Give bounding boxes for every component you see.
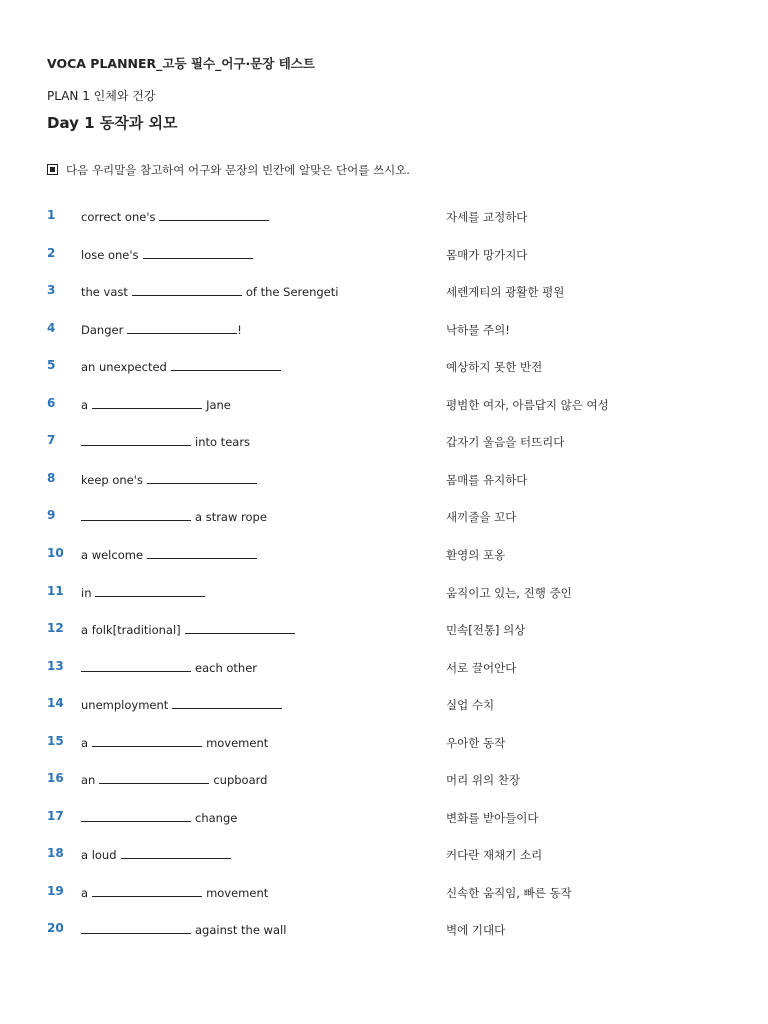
question-number: 6: [47, 395, 56, 410]
english-phrase: [81, 472, 257, 487]
question-row: [0, 358, 768, 378]
korean-meaning: 머리 위의 찬장: [446, 773, 520, 788]
question-row: [0, 921, 768, 941]
document-title: VOCA PLANNER_고등 필수_어구·문장 테스트: [47, 56, 315, 71]
english-phrase: [81, 322, 242, 337]
answer-blank[interactable]: [147, 547, 257, 559]
answer-blank[interactable]: [92, 885, 202, 897]
answer-blank[interactable]: [127, 322, 237, 334]
question-row: [0, 584, 768, 604]
phrase-prefix: a: [81, 397, 89, 412]
korean-meaning: 서로 끌어안다: [446, 660, 517, 675]
phrase-suffix: movement: [206, 885, 269, 900]
english-phrase: [81, 585, 205, 600]
phrase-suffix: each other: [195, 660, 258, 675]
answer-blank[interactable]: [121, 847, 231, 859]
phrase-prefix: a loud: [81, 848, 117, 863]
instruction-line: [47, 162, 410, 178]
answer-blank[interactable]: [171, 359, 281, 371]
korean-meaning: 낙하물 주의!: [446, 322, 510, 337]
question-number: 18: [47, 846, 64, 861]
answer-blank[interactable]: [92, 397, 202, 409]
question-number: 12: [47, 621, 64, 636]
english-phrase: [81, 359, 281, 374]
answer-blank[interactable]: [185, 622, 295, 634]
question-row: [0, 771, 768, 791]
question-number: 10: [47, 545, 64, 560]
question-row: [0, 246, 768, 266]
question-number: 5: [47, 358, 56, 373]
korean-meaning: 실업 수치: [446, 698, 495, 713]
question-row: [0, 809, 768, 829]
korean-meaning: 우아한 동작: [446, 735, 506, 750]
question-number: 17: [47, 808, 64, 823]
answer-blank[interactable]: [81, 810, 191, 822]
korean-meaning: 몸매를 유지하다: [446, 472, 528, 487]
question-number: 20: [47, 921, 64, 936]
phrase-suffix: movement: [206, 735, 269, 750]
phrase-suffix: Jane: [206, 397, 231, 412]
question-row: [0, 396, 768, 416]
answer-blank[interactable]: [81, 509, 191, 521]
question-number: 3: [47, 283, 56, 298]
phrase-prefix: the vast: [81, 285, 128, 300]
question-number: 1: [47, 208, 56, 222]
answer-blank[interactable]: [143, 247, 253, 259]
korean-meaning: 환영의 포옹: [446, 547, 506, 562]
answer-blank[interactable]: [92, 735, 202, 747]
phrase-prefix: a folk[traditional]: [81, 623, 181, 638]
answer-blank[interactable]: [81, 434, 191, 446]
question-number: 13: [47, 658, 64, 673]
english-phrase: [81, 509, 267, 524]
english-phrase: [81, 885, 268, 900]
question-number: 7: [47, 433, 56, 448]
question-row: [0, 621, 768, 641]
phrase-suffix: change: [195, 810, 238, 825]
answer-blank[interactable]: [159, 209, 269, 221]
square-bullet-icon: [47, 164, 58, 175]
english-phrase: [81, 284, 338, 299]
phrase-prefix: unemployment: [81, 698, 169, 713]
question-number: 15: [47, 733, 64, 748]
instruction-text: 다음 우리말을 참고하여 어구와 문장의 빈칸에 알맞은 단어를 쓰시오.: [66, 163, 410, 177]
phrase-prefix: lose one's: [81, 247, 139, 262]
phrase-suffix: of the Serengeti: [245, 285, 339, 300]
question-row: [0, 208, 768, 228]
phrase-suffix: a straw rope: [195, 510, 267, 525]
question-row: [0, 321, 768, 341]
korean-meaning: 갑자기 울음을 터뜨리다: [446, 435, 565, 450]
answer-blank[interactable]: [81, 660, 191, 672]
phrase-prefix: in: [81, 585, 92, 600]
question-row: [0, 546, 768, 566]
question-row: [0, 734, 768, 754]
question-row: [0, 884, 768, 904]
english-phrase: [81, 434, 250, 449]
phrase-prefix: a: [81, 885, 89, 900]
question-row: [0, 283, 768, 303]
phrase-prefix: correct one's: [81, 210, 156, 224]
question-row: [0, 846, 768, 866]
english-phrase: [81, 847, 231, 862]
phrase-prefix: a welcome: [81, 547, 144, 562]
korean-meaning: 평범한 여자, 아름답지 않은 여성: [446, 397, 609, 412]
korean-meaning: 자세를 교정하다: [446, 210, 528, 224]
question-number: 11: [47, 583, 64, 598]
answer-blank[interactable]: [147, 472, 257, 484]
question-number: 9: [47, 508, 56, 523]
answer-blank[interactable]: [132, 284, 242, 296]
english-phrase: [81, 209, 269, 224]
question-row: [0, 433, 768, 453]
english-phrase: [81, 622, 295, 637]
question-row: [0, 696, 768, 716]
question-number: 2: [47, 245, 56, 260]
english-phrase: [81, 547, 257, 562]
question-row: [0, 659, 768, 679]
question-row: [0, 508, 768, 528]
question-number: 16: [47, 771, 64, 786]
korean-meaning: 세렌게티의 광활한 평원: [446, 285, 565, 300]
english-phrase: [81, 772, 267, 787]
question-number: 4: [47, 320, 56, 335]
answer-blank[interactable]: [99, 772, 209, 784]
day-heading: Day 1 동작과 외모: [47, 114, 178, 132]
answer-blank[interactable]: [95, 585, 205, 597]
phrase-prefix: a: [81, 735, 89, 750]
korean-meaning: 변화를 받아들이다: [446, 810, 539, 825]
korean-meaning: 움직이고 있는, 진행 중인: [446, 585, 572, 600]
phrase-prefix: an: [81, 773, 96, 788]
korean-meaning: 새끼줄을 꼬다: [446, 510, 517, 525]
phrase-prefix: keep one's: [81, 472, 143, 487]
english-phrase: [81, 735, 268, 750]
english-phrase: [81, 660, 257, 675]
korean-meaning: 예상하지 못한 반전: [446, 360, 543, 375]
korean-meaning: 신속한 움직임, 빠른 동작: [446, 885, 572, 900]
answer-blank[interactable]: [172, 697, 282, 709]
korean-meaning: 벽에 기대다: [446, 923, 506, 938]
question-row: [0, 471, 768, 491]
answer-blank[interactable]: [81, 922, 191, 934]
english-phrase: [81, 397, 231, 412]
phrase-suffix: against the wall: [195, 923, 287, 938]
korean-meaning: 커다란 재채기 소리: [446, 848, 543, 863]
english-phrase: [81, 810, 237, 825]
phrase-suffix: cupboard: [213, 773, 268, 788]
question-number: 19: [47, 883, 64, 898]
phrase-suffix: !: [237, 322, 242, 337]
phrase-prefix: Danger: [81, 322, 124, 337]
plan-heading: PLAN 1 인체와 건강: [47, 89, 156, 103]
phrase-prefix: an unexpected: [81, 360, 167, 375]
korean-meaning: 몸매가 망가지다: [446, 247, 528, 262]
english-phrase: [81, 922, 286, 937]
english-phrase: [81, 697, 282, 712]
question-number: 8: [47, 470, 56, 485]
english-phrase: [81, 247, 253, 262]
phrase-suffix: into tears: [195, 435, 251, 450]
korean-meaning: 민속[전통] 의상: [446, 623, 526, 638]
question-number: 14: [47, 696, 64, 711]
